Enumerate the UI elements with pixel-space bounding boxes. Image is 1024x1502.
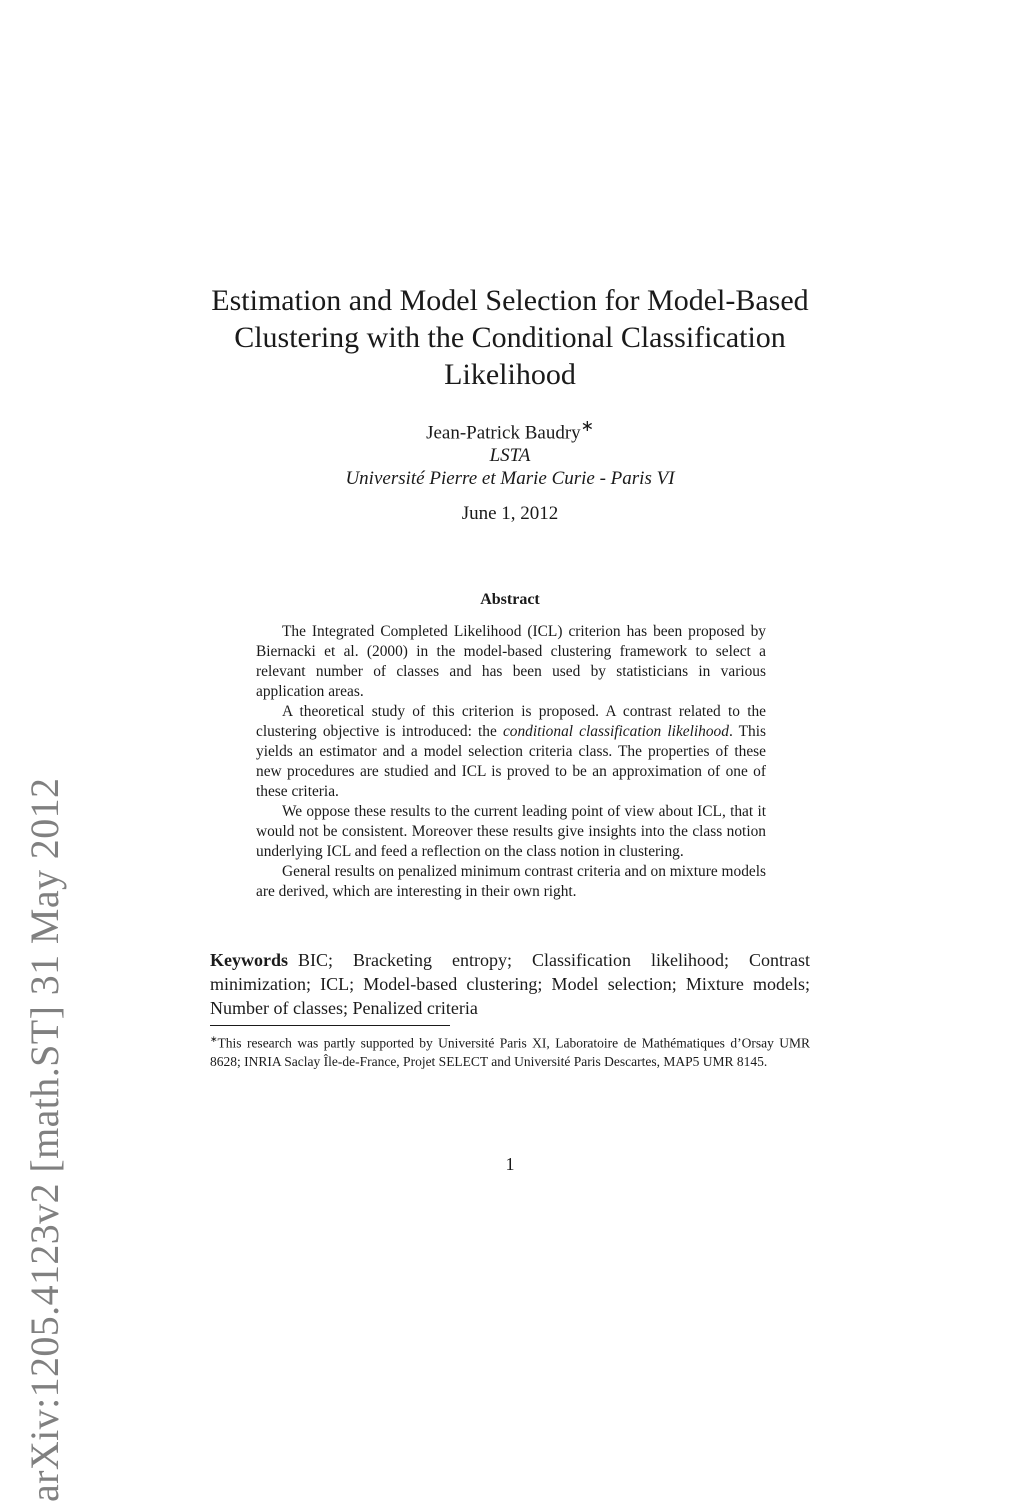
- footnote-mark: ∗: [210, 1034, 218, 1044]
- abstract-paragraph: We oppose these results to the current leading point of view about ICL, that it would not be consistent. Moreover these results give insights into the class notion underlying ICL and feed a reflection on the class notion in clustering.: [256, 803, 766, 860]
- page-number: 1: [505, 1154, 515, 1174]
- author-footnote-mark[interactable]: ∗: [580, 418, 594, 435]
- footnote: [210, 1030, 810, 1071]
- title-line: Estimation and Model Selection for Model-Based: [211, 284, 809, 317]
- keywords-text: BIC; Bracketing entropy; Classification likelihood; Contrast minimization; ICL; Model-based clustering; Model selection; Mixture models; Number of classes; Penalized criteria: [210, 950, 810, 1018]
- abstract-paragraph: A theoretical study of this criterion is proposed. A contrast related to the clustering objective is introduced: the conditional classification likelihood. This yields an estimator and a model selection criteria class. The properties of these new procedures are studied and ICL is proved to be an approximation of one of these criteria.: [256, 703, 767, 800]
- author-name: Jean-Patrick Baudry∗: [426, 418, 594, 444]
- abstract-body: [256, 622, 766, 902]
- emphasized-term: conditional classification likelihood: [502, 723, 729, 740]
- arxiv-identifier[interactable]: arXiv:1205.4123v2 [math.ST] 31 May 2012: [22, 777, 67, 1502]
- abstract-paragraph: General results on penalized minimum contrast criteria and on mixture models are derived, which are interesting in their own right.: [256, 863, 766, 900]
- abstract-heading: Abstract: [480, 591, 540, 608]
- author-affiliation: Université Pierre et Marie Curie - Paris VI: [345, 468, 675, 490]
- abstract-paragraph: The Integrated Completed Likelihood (ICL) criterion has been proposed by Biernacki et al. (2000) in the model-based clustering framework to select a relevant number of classes and has been used by statisticians in various application areas.: [256, 623, 766, 700]
- author-lab: LSTA: [489, 445, 531, 467]
- author-block: [200, 415, 820, 490]
- keywords-label: Keywords: [210, 950, 288, 970]
- paper-date: June 1, 2012: [461, 503, 559, 524]
- keywords-section: [210, 948, 810, 1020]
- title-line: Likelihood: [444, 358, 576, 391]
- footnote-text: This research was partly supported by Université Paris XI, Laboratoire de Mathématiques d’Orsay UMR 8628; INRIA Saclay Île-de-France, Projet SELECT and Université Paris Descartes, MAP5 UMR 8145.: [210, 1035, 810, 1069]
- paper-title: [180, 282, 840, 393]
- footnote-divider: [210, 1025, 450, 1026]
- title-line: Clustering with the Conditional Classification: [234, 321, 786, 354]
